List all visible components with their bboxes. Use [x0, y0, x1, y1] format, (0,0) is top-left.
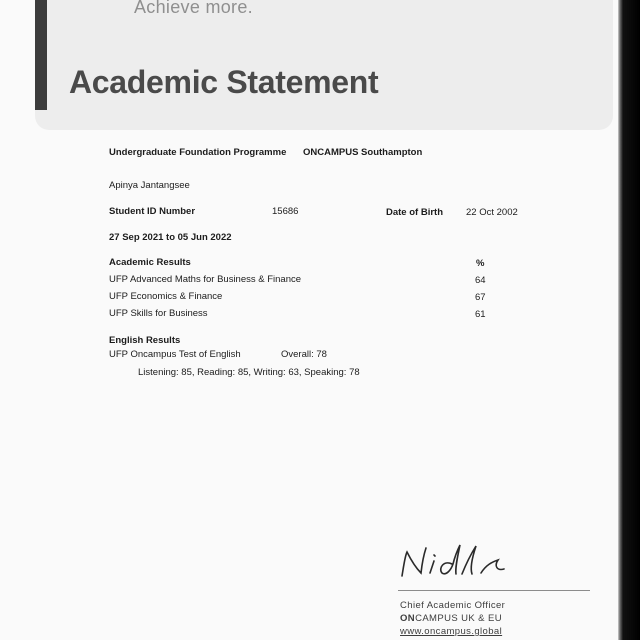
signature-line — [398, 590, 590, 591]
student-name: Apinya Jantangsee — [109, 180, 190, 191]
dob-label: Date of Birth — [386, 207, 443, 218]
result-score: 67 — [475, 292, 486, 303]
page-title: Academic Statement — [69, 64, 379, 100]
english-overall: Overall: 78 — [281, 349, 327, 360]
website-link[interactable]: www.oncampus.global — [400, 626, 503, 637]
academic-results-heading: Academic Results — [109, 257, 191, 268]
percent-column-header: % — [476, 258, 485, 269]
english-breakdown: Listening: 85, Reading: 85, Writing: 63, Speaking: 78 — [138, 367, 360, 378]
programme-name: Undergraduate Foundation Programme — [109, 147, 287, 158]
dob-value: 22 Oct 2002 — [466, 207, 518, 218]
student-id-label: Student ID Number — [109, 206, 196, 217]
english-test-name: UFP Oncampus Test of English — [109, 349, 241, 360]
programme-centre: ONCAMPUS Southampton — [303, 147, 423, 158]
signature — [396, 540, 526, 585]
org-brand: ON — [400, 613, 416, 624]
signatory-role: Chief Academic Officer — [400, 600, 506, 611]
student-id-value: 15686 — [272, 206, 299, 217]
header-accent-bar — [35, 0, 47, 110]
result-subject: UFP Skills for Business — [109, 308, 208, 319]
english-results-heading: English Results — [109, 335, 181, 346]
study-period: 27 Sep 2021 to 05 Jun 2022 — [109, 232, 232, 243]
page-edge-shadow — [618, 0, 640, 640]
result-score: 61 — [475, 309, 486, 320]
tagline: Achieve more. — [134, 0, 253, 17]
signatory-organisation — [400, 613, 502, 624]
result-subject: UFP Economics & Finance — [109, 291, 223, 302]
result-score: 64 — [475, 275, 486, 286]
org-name-rest: CAMPUS UK & EU — [415, 613, 502, 624]
result-subject: UFP Advanced Maths for Business & Finance — [109, 274, 302, 285]
